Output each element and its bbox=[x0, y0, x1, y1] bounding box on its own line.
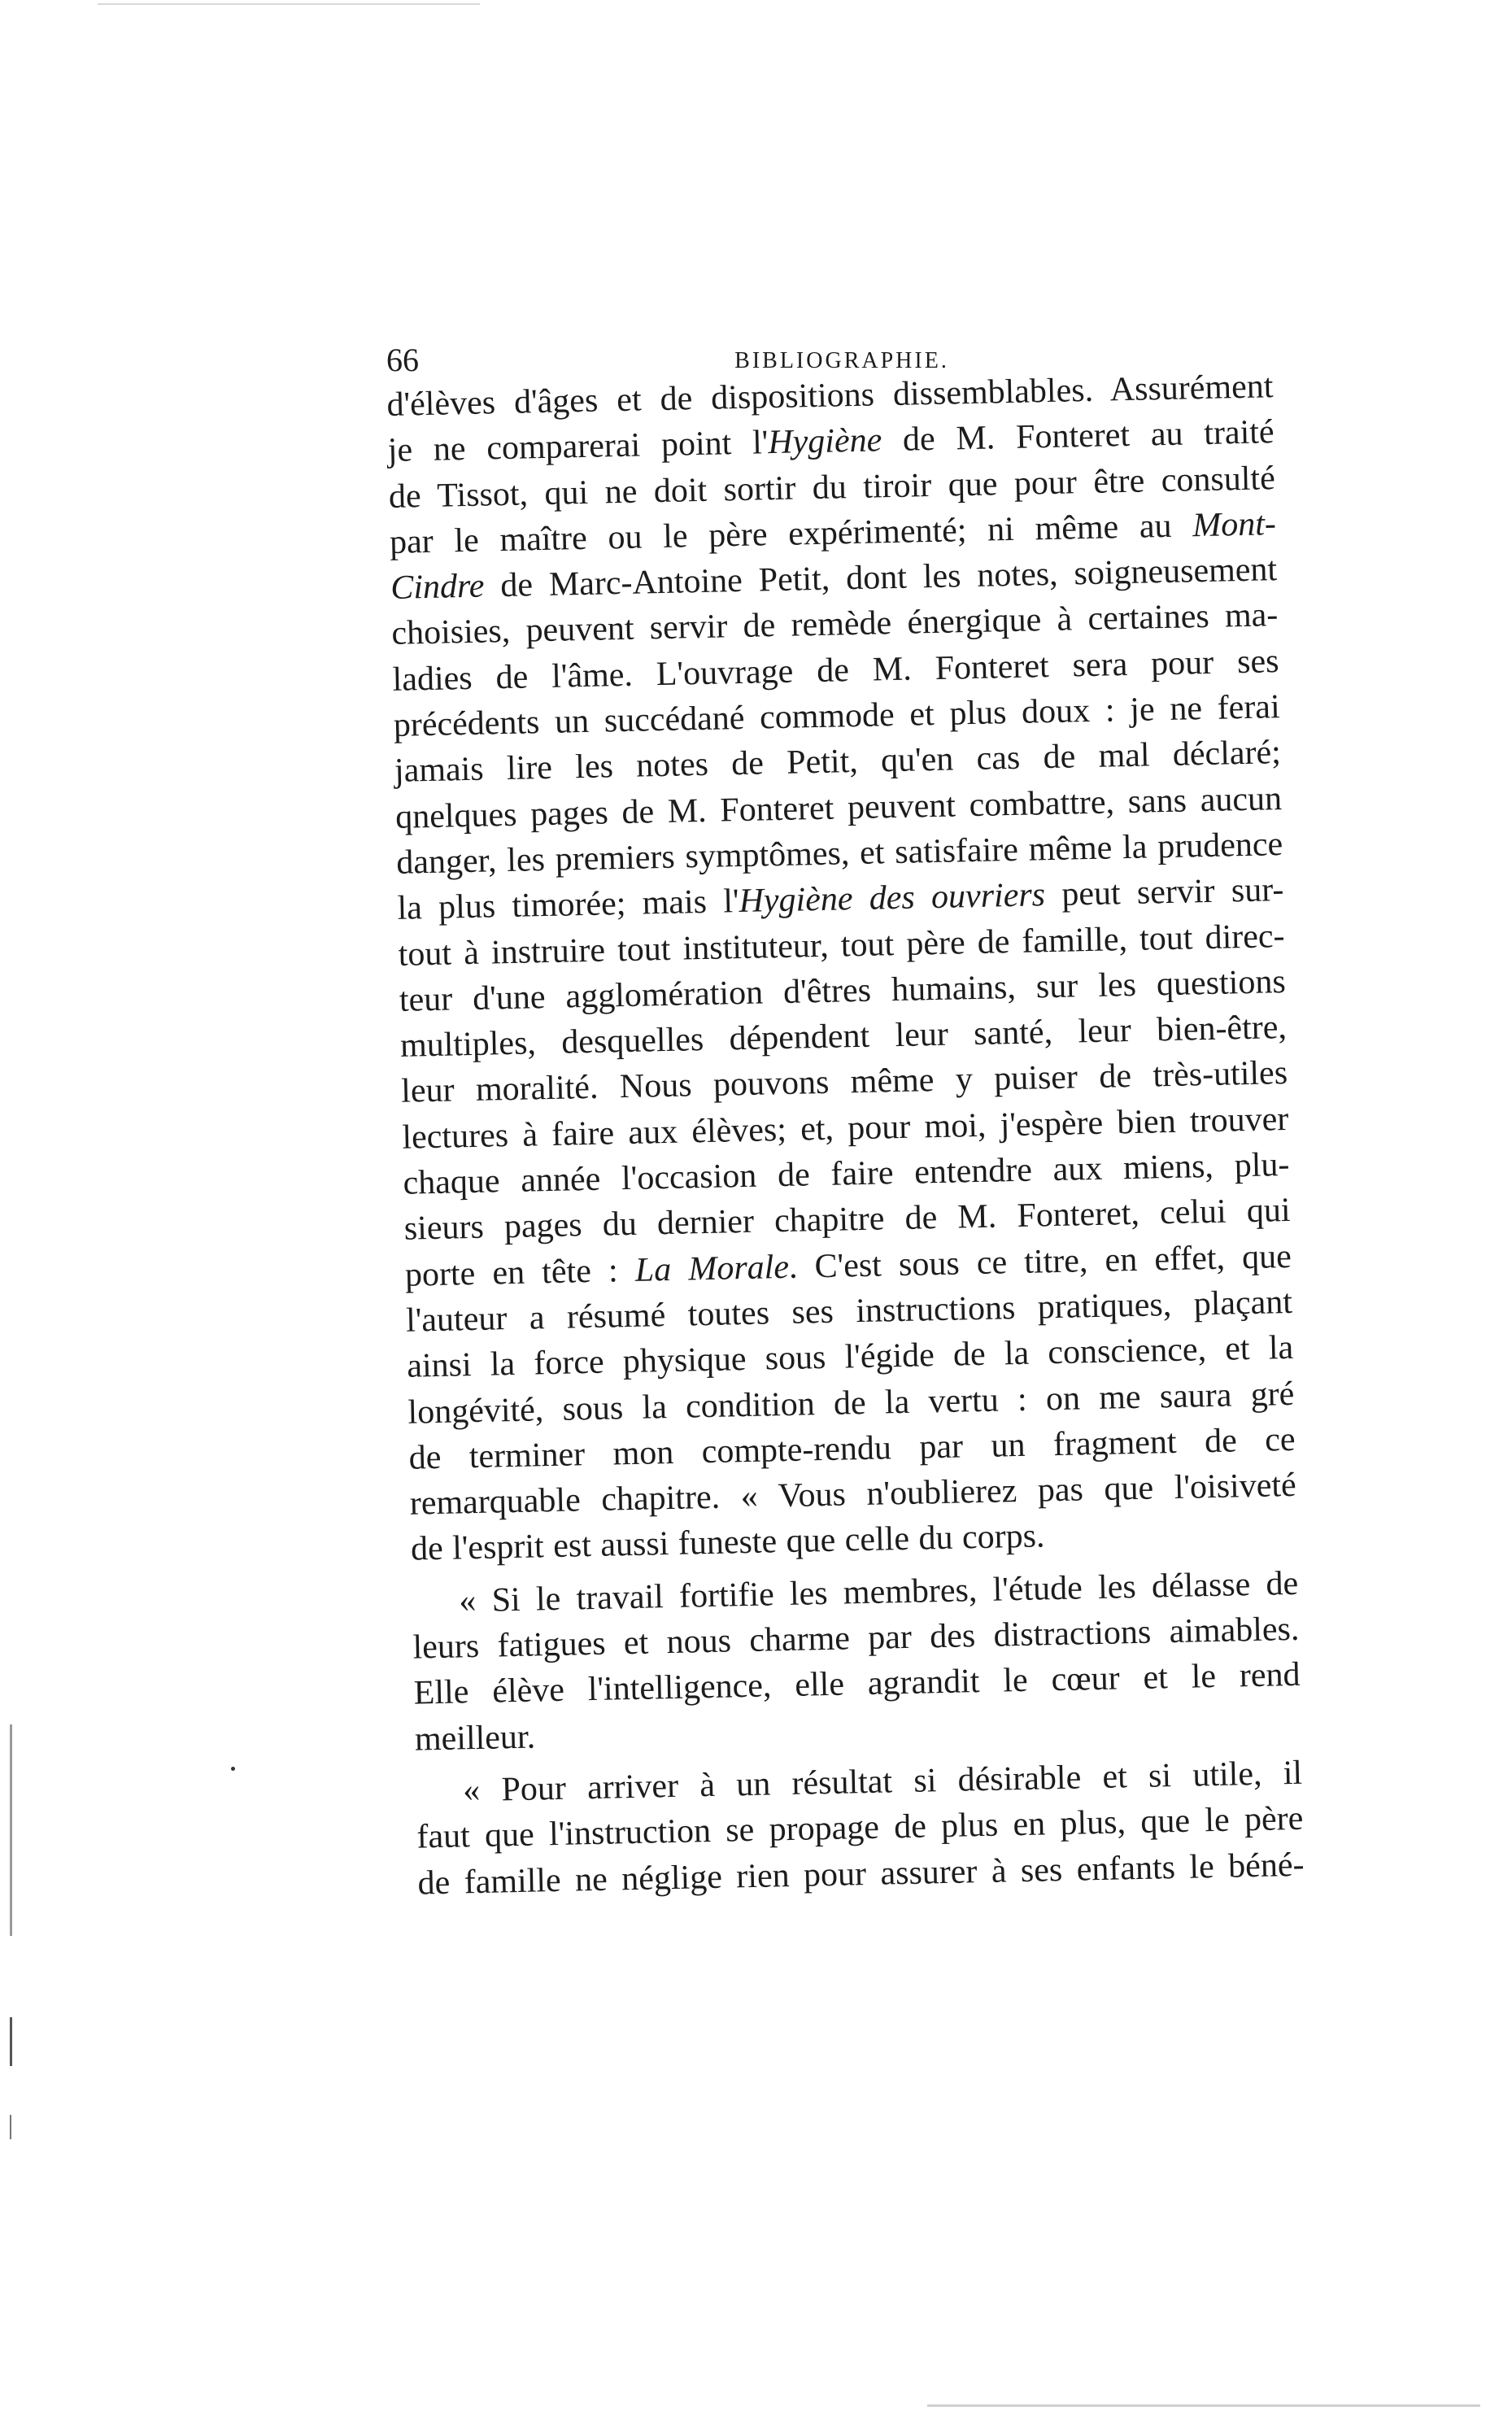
text-line: danger, les premiers symptômes, et satisfaire même la prudence bbox=[395, 826, 1283, 882]
text-line: leur moralité. Nous pouvons même y puiser de très-utiles bbox=[400, 1054, 1288, 1111]
text-line: l'auteur a résumé toutes ses instructions pratiques, plaçant bbox=[405, 1283, 1293, 1340]
text-line: de Tissot, qui ne doit sortir du tiroir que pour être consulté bbox=[388, 459, 1276, 516]
body-text bbox=[386, 364, 1305, 1906]
text-line: longévité, sous la condition de la vertu : on me saura gré bbox=[407, 1375, 1295, 1432]
margin-scan-mark bbox=[10, 2115, 11, 2139]
text-line: meilleur. bbox=[414, 1718, 536, 1759]
italic-title: Mont- bbox=[1192, 505, 1277, 545]
text-line: lectures à faire aux élèves; et, pour moi, j'espère bien trouver bbox=[401, 1100, 1289, 1157]
text-line: sieurs pages du dernier chapitre de M. Fonteret, celui qui bbox=[403, 1192, 1292, 1249]
margin-scan-mark bbox=[10, 2017, 12, 2066]
italic-title: Cindre bbox=[390, 567, 485, 608]
stray-dot bbox=[231, 1767, 235, 1771]
text-line: je ne comparerai point l'Hygiène de M. Fonteret au traité bbox=[387, 413, 1275, 470]
bottom-scan-edge bbox=[927, 2404, 1480, 2407]
page-number: 66 bbox=[386, 342, 419, 378]
text-line: ladies de l'âme. L'ouvrage de M. Fonteret sera pour ses bbox=[392, 642, 1279, 699]
text-line: ainsi la force physique sous l'égide de la conscience, et la bbox=[406, 1329, 1294, 1385]
text-line: d'élèves d'âges et de dispositions dissemblables. Assurément bbox=[386, 368, 1274, 424]
text-line: Cindre de Marc-Antoine Petit, dont les notes, soigneusement bbox=[390, 551, 1278, 608]
text-line: de famille ne néglige rien pour assurer à ses enfants le béné- bbox=[417, 1846, 1305, 1903]
text-line: la plus timorée; mais l'Hygiène des ouvriers peut servir sur- bbox=[397, 871, 1284, 928]
text-line: porte en tête : La Morale. C'est sous ce titre, en effet, que bbox=[404, 1237, 1292, 1294]
text-line: multiples, desquelles dépendent leur santé, leur bien-être, bbox=[399, 1009, 1288, 1065]
text-line: leurs fatigues et nous charme par des distractions aimables. bbox=[412, 1610, 1300, 1667]
text-line: Elle élève l'intelligence, elle agrandit le cœur et le rend bbox=[413, 1656, 1301, 1712]
text-line: faut que l'instruction se propage de plus en plus, que le père bbox=[416, 1799, 1304, 1856]
top-scan-edge bbox=[98, 3, 480, 5]
text-line: tout à instruire tout instituteur, tout père de famille, tout direc- bbox=[398, 917, 1285, 974]
text-line: remarquable chapitre. « Vous n'oublierez pas que l'oisiveté bbox=[409, 1467, 1297, 1523]
text-line: de terminer mon compte-rendu par un fragment de ce bbox=[408, 1420, 1296, 1477]
text-line: précédents un succédané commode et plus doux : je ne ferai bbox=[393, 688, 1281, 744]
running-head: BIBLIOGRAPHIE. bbox=[734, 348, 949, 373]
italic-title: Hygiène des ouvriers bbox=[739, 876, 1046, 921]
text-line: par le maître ou le père expérimenté; ni même au Mont- bbox=[389, 505, 1277, 561]
text-line: de l'esprit est aussi funeste que celle du corps. bbox=[410, 1517, 1045, 1569]
text-line: « Pour arriver à un résultat si désirable et si utile, il bbox=[462, 1754, 1303, 1810]
italic-title: La Morale bbox=[634, 1248, 790, 1289]
text-line: qnelques pages de M. Fonteret peuvent combattre, sans aucun bbox=[394, 779, 1283, 836]
italic-title: Hygiène bbox=[767, 421, 882, 462]
text-line: « Si le travail fortifie les membres, l'étude les délasse de bbox=[458, 1564, 1299, 1620]
text-line: teur d'une agglomération d'êtres humains, sur les questions bbox=[399, 962, 1287, 1019]
text-line: choisies, peuvent servir de remède énergique à certaines ma- bbox=[390, 596, 1279, 653]
margin-scan-mark bbox=[10, 1724, 12, 1936]
text-line: jamais lire les notes de Petit, qu'en cas de mal déclaré; bbox=[394, 734, 1282, 791]
text-line: chaque année l'occasion de faire entendre aux miens, plu- bbox=[403, 1146, 1290, 1202]
